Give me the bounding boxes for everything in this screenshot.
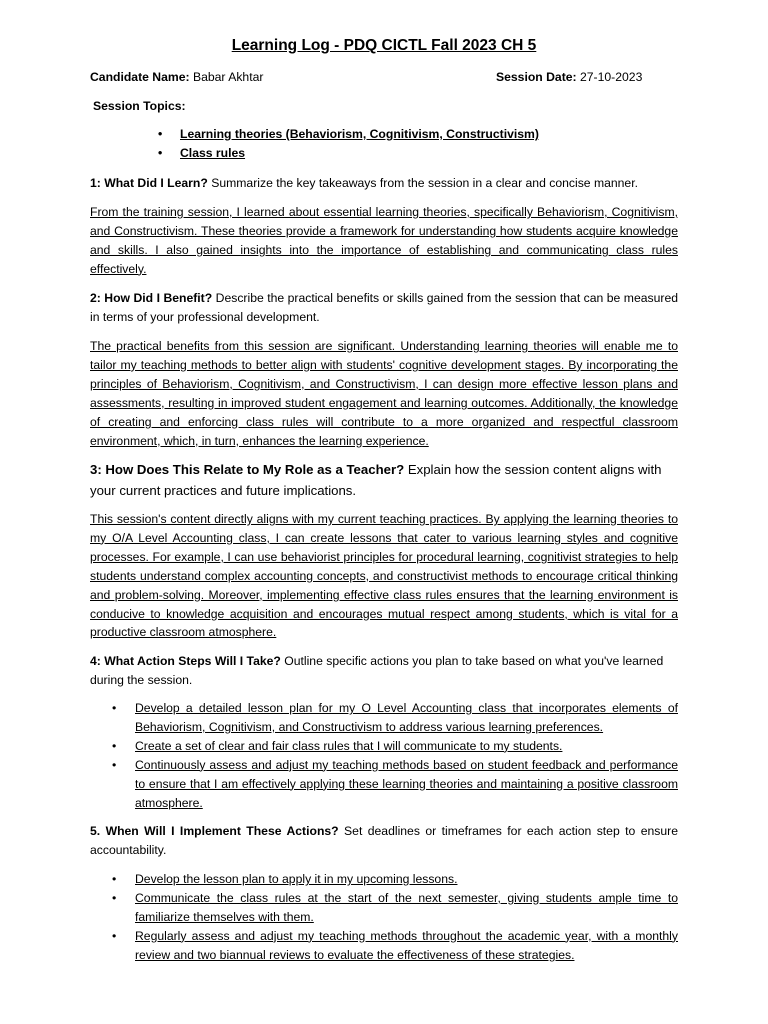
question-4 — [90, 652, 678, 690]
answer-3: This session's content directly aligns with my current teaching practices. By applying the learning theories to my O/A Level Accounting class, I can create lessons that cater to various learning styles and cognitive processes. For example, I can use behaviorist principles for procedural learning, cognitivist strategies to help students understand complex accounting concepts, and constructivist methods to encourage critical thinking and problem-solving. Moreover, implementing effective class rules ensures that the learning environment is conducive to knowledge acquisition and encourages mutual respect among students, which is vital for a productive classroom atmosphere. — [90, 512, 678, 640]
bullet-icon: • — [112, 890, 117, 905]
list-item-text: Develop a detailed lesson plan for my O Level Accounting class that incorporates elements of Behaviorism, Cognitivism, and Constructivism to address various learning preferences. — [135, 701, 678, 734]
session-date-value: 27-10-2023 — [580, 70, 643, 84]
answer-1: From the training session, I learned about essential learning theories, specifically Behaviorism, Cognitivism, and Constructivism. These theories provide a framework for understanding how students acquire knowledge and skills. I also gained insights into the importance of establishing and communicating class rules effectively. — [90, 205, 678, 276]
candidate-label: Candidate Name: — [90, 70, 190, 84]
implementation-list — [90, 870, 678, 965]
session-date-label: Session Date: — [496, 70, 577, 84]
list-item — [90, 737, 678, 756]
session-topics-heading: Session Topics: — [93, 99, 186, 113]
question-2-label: 2: How Did I Benefit? — [90, 291, 213, 305]
header-meta — [90, 70, 678, 88]
question-1-prompt: Summarize the key takeaways from the session in a clear and concise manner. — [211, 176, 638, 190]
question-3-label: 3: How Does This Relate to My Role as a Teacher? — [90, 462, 405, 477]
question-2 — [90, 289, 678, 327]
bullet-icon: • — [112, 872, 117, 886]
document-title: Learning Log - PDQ CICTL Fall 2023 CH 5 — [231, 37, 537, 54]
bullet-icon: • — [112, 928, 117, 943]
topic-text: Class rules — [180, 146, 246, 160]
question-3-prompt: Explain how the session content aligns with your current practices and future implications. — [90, 462, 662, 498]
question-5-label: 5. When Will I Implement These Actions? — [90, 824, 339, 838]
topic-item — [90, 146, 678, 165]
question-4-label: 4: What Action Steps Will I Take? — [90, 654, 281, 668]
list-item-text: Regularly assess and adjust my teaching methods throughout the academic year, with a monthly review and two biannual reviews to evaluate the effectiveness of these strategies. — [135, 928, 678, 962]
answer-2: The practical benefits from this session are significant. Understanding learning theories will enable me to tailor my teaching methods to better align with students' cognitive development stages. By incorporating the principles of Behaviorism, Cognitivism, and Constructivism, I can design more effective lesson plans and assessments, resulting in improved student engagement and learning outcomes. Additionally, the knowledge of creating and enforcing class rules will contribute to a more organized and respectful classroom environment, which, in turn, enhances the learning experience. — [90, 339, 678, 448]
list-item-text: Develop the lesson plan to apply it in my upcoming lessons. — [135, 872, 458, 886]
list-item — [90, 889, 678, 927]
question-5 — [90, 822, 678, 860]
bullet-icon: • — [158, 127, 163, 141]
question-4-prompt: Outline specific actions you plan to take based on what you've learned during the session. — [90, 654, 664, 687]
bullet-icon: • — [112, 757, 117, 772]
question-1 — [90, 174, 678, 193]
bullet-icon: • — [112, 701, 117, 715]
bullet-icon: • — [112, 738, 117, 753]
list-item — [90, 699, 678, 737]
session-topics-list — [90, 127, 678, 165]
question-3 — [90, 459, 678, 501]
question-1-label: 1: What Did I Learn? — [90, 176, 208, 190]
list-item — [90, 927, 678, 965]
candidate-field — [90, 70, 263, 84]
topic-item — [90, 127, 678, 146]
bullet-icon: • — [158, 146, 163, 160]
question-5-prompt: Set deadlines or timeframes for each action step to ensure accountability. — [90, 824, 678, 857]
question-2-prompt: Describe the practical benefits or skills gained from the session that can be measured in terms of your professional development. — [90, 291, 678, 324]
action-steps-list — [90, 699, 678, 812]
list-item — [90, 870, 678, 889]
list-item-text: Create a set of clear and fair class rules that I will communicate to my students. — [135, 738, 563, 753]
list-item — [90, 756, 678, 813]
list-item-text: Communicate the class rules at the start of the next semester, giving students ample time to familiarize themselves with them. — [135, 890, 678, 924]
candidate-value: Babar Akhtar — [192, 70, 264, 84]
topic-text: Learning theories (Behaviorism, Cognitivism, Constructivism) — [180, 127, 539, 141]
session-date-field — [496, 70, 642, 84]
list-item-text: Continuously assess and adjust my teaching methods based on student feedback and performance to ensure that I am effectively applying these learning theories and maintaining a positive classroom atmosphere. — [135, 757, 678, 810]
